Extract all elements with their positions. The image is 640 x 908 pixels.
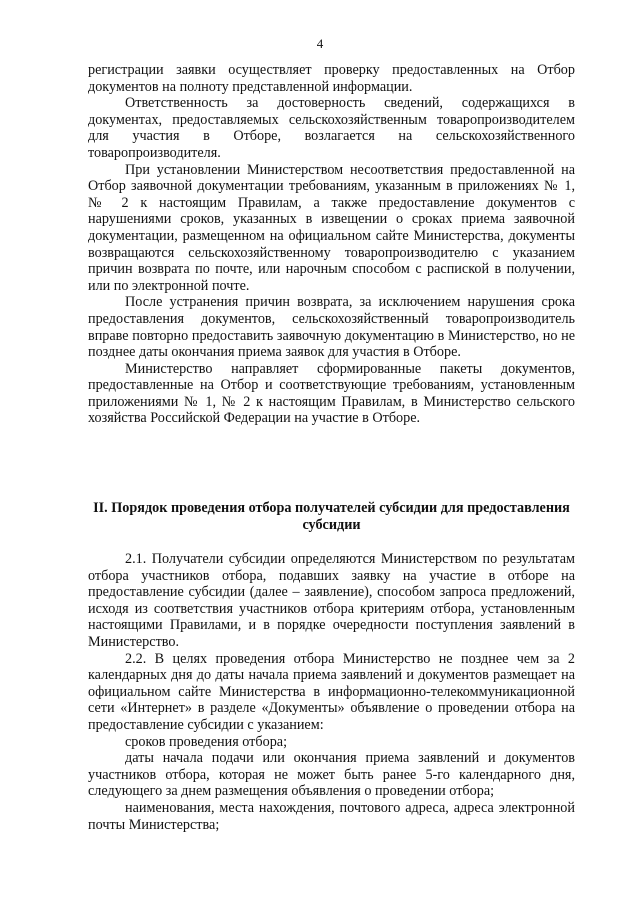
paragraph-2-2: 2.2. В целях проведения отбора Министерство не позднее чем за 2 календарных дня до даты начала приема заявлений и документов размещает на официальном сайте Министерства в информационно-телекоммуникационной сети «Интернет» в разделе «Документы» объявление о проведении отбора на предоставление субсидии с указанием: bbox=[88, 650, 575, 733]
list-item-dates: даты начала подачи или окончания приема заявлений и документов участников отбора, которая не может быть ранее 5-го календарного дня, следующего за днем размещения объявления о проведении отбора; bbox=[88, 750, 575, 800]
paragraph-2-1: 2.1. Получатели субсидии определяются Министерством по результатам отбора участников отбора, подавших заявку на участие в отборе на предоставление субсидии (далее – заявление), способом запроса предложений, исходя из соответствия участников отбора критериям отбора, установленным настоящими Правилами, и в порядке очередности поступления заявлений в Министерство. bbox=[88, 551, 575, 650]
page-number: 4 bbox=[316, 36, 324, 51]
paragraph-responsibility: Ответственность за достоверность сведений, содержащихся в документах, предоставляемых сельскохозяйственным товаропроизводителем для участия в Отборе, возлагается на сельскохозяйственного товаропроизводителя. bbox=[88, 95, 575, 161]
text-block-top bbox=[88, 62, 575, 427]
section-heading: II. Порядок проведения отбора получателей субсидии для предоставления субсидии bbox=[93, 500, 570, 533]
list-item-contacts: наименования, места нахождения, почтового адреса, адреса электронной почты Министерства; bbox=[88, 799, 575, 833]
paragraph-resubmission: После устранения причин возврата, за исключением нарушения срока предоставления документов, сельскохозяйственный товаропроизводитель вправе повторно предоставить заявочную документацию в Министерство, но не позднее даты окончания приема заявок для участия в Отборе. bbox=[88, 294, 575, 361]
text-block-bottom bbox=[88, 551, 575, 833]
paragraph-ministry-sends: Министерство направляет сформированные пакеты документов, предоставленные на Отбор и соответствующие требованиям, установленным приложениями № 1, № 2 к настоящим Правилам, в Министерство сельского хозяйства Российской Федерации на участие в Отборе. bbox=[88, 360, 575, 427]
list-item-deadlines: сроков проведения отбора; bbox=[125, 733, 288, 750]
paragraph-continuation: регистрации заявки осуществляет проверку предоставленных на Отбор документов на полноту представленной информации. bbox=[88, 62, 575, 95]
paragraph-nonconformity: При установлении Министерством несоответствия предоставленной на Отбор заявочной документации требованиям, указанным в приложениях № 1, № 2 к настоящим Правилам, а также предоставление документов с нарушениями сроков, указанных в извещении о сроках приема заявочной документации, размещенном на официальном сайте Министерства, документы возвращаются сельскохозяйственному товаропроизводителю с указанием причин возврата по почте, или нарочным способом с распиской в получении, или по электронной почте. bbox=[88, 161, 575, 294]
